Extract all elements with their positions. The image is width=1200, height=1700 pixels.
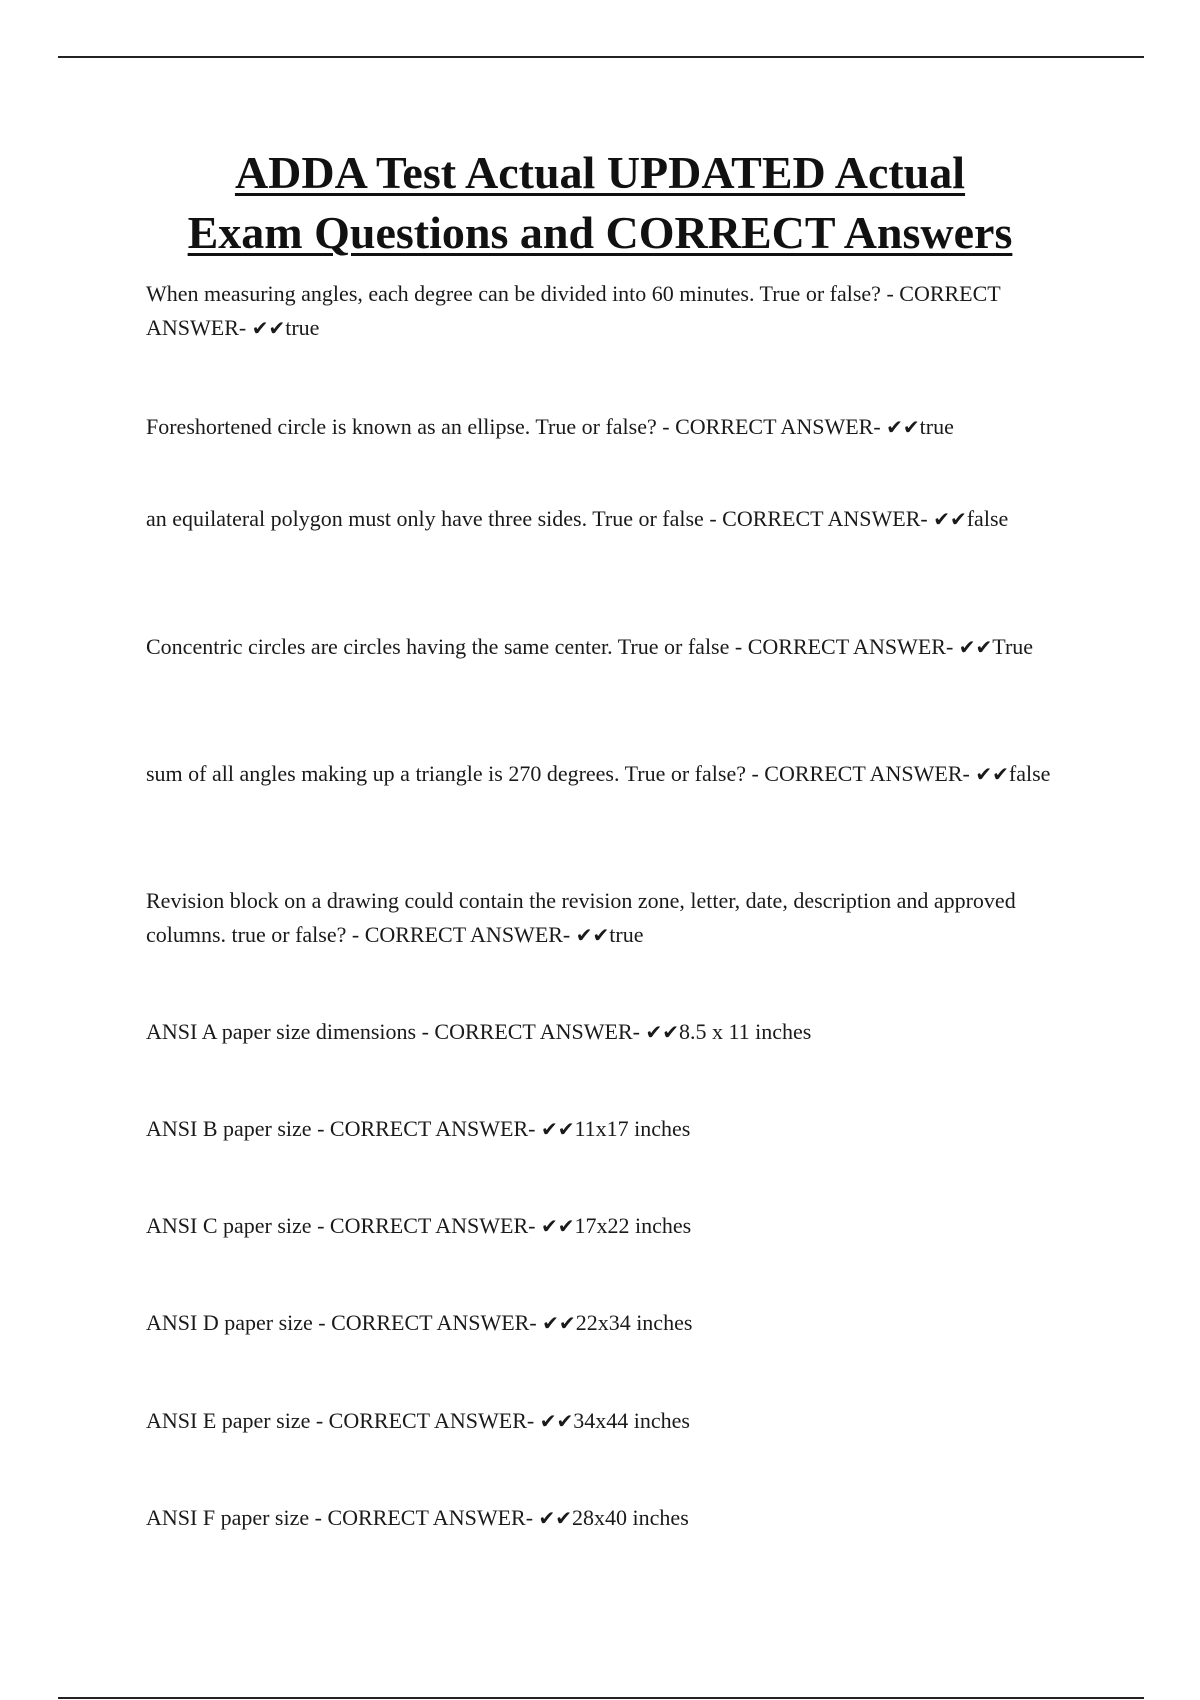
bottom-rule	[58, 1697, 1144, 1699]
check-mark-icon: ✔✔	[540, 1117, 575, 1141]
check-mark-icon: ✔✔	[539, 1409, 574, 1433]
qa-item-9	[146, 1209, 1066, 1243]
answer-text: 28x40 inches	[572, 1505, 689, 1530]
check-mark-icon: ✔✔	[933, 507, 967, 531]
answer-text: false	[1008, 761, 1051, 786]
question-text: Concentric circles are circles having the same center. True or false - CORRECT ANSWER-	[146, 634, 959, 659]
qa-item-7	[146, 1015, 1066, 1049]
question-text: ANSI B paper size - CORRECT ANSWER-	[146, 1116, 541, 1141]
check-mark-icon: ✔✔	[575, 923, 610, 947]
qa-item-6	[146, 884, 1066, 952]
question-text: an equilateral polygon must only have three sides. True or false - CORRECT ANSWER-	[146, 506, 934, 531]
top-rule	[58, 56, 1144, 58]
answer-text: 8.5 x 11 inches	[678, 1019, 812, 1044]
qa-item-11	[146, 1404, 1066, 1438]
question-text: When measuring angles, each degree can be divided into 60 minutes. True or false? - CORRECT ANSWER-	[146, 281, 1001, 340]
check-mark-icon: ✔✔	[542, 1311, 576, 1335]
qa-item-5	[146, 757, 1066, 791]
qa-item-3	[146, 502, 1066, 536]
answer-text: true	[919, 414, 954, 439]
qa-item-4	[146, 630, 1066, 664]
answer-text: 17x22 inches	[574, 1213, 692, 1238]
question-text: ANSI D paper size - CORRECT ANSWER-	[146, 1310, 543, 1335]
check-mark-icon: ✔✔	[645, 1020, 679, 1044]
question-text: ANSI E paper size - CORRECT ANSWER-	[146, 1408, 540, 1433]
answer-text: 11x17 inches	[574, 1116, 691, 1141]
answer-text: True	[992, 634, 1034, 659]
question-text: ANSI C paper size - CORRECT ANSWER-	[146, 1213, 541, 1238]
answer-text: true	[285, 315, 320, 340]
qa-item-1	[146, 277, 1066, 345]
answer-text: 22x34 inches	[575, 1310, 693, 1335]
question-text: Foreshortened circle is known as an ellipse. True or false? - CORRECT ANSWER-	[146, 414, 887, 439]
check-mark-icon: ✔✔	[975, 762, 1009, 786]
check-mark-icon: ✔✔	[538, 1506, 573, 1530]
check-mark-icon: ✔✔	[958, 635, 993, 659]
check-mark-icon: ✔✔	[251, 316, 286, 340]
document-title	[100, 143, 1100, 263]
check-mark-icon: ✔✔	[540, 1214, 575, 1238]
document-title-line-1: ADDA Test Actual UPDATED Actual	[234, 147, 966, 198]
question-text: ANSI F paper size - CORRECT ANSWER-	[146, 1505, 539, 1530]
qa-item-8	[146, 1112, 1066, 1146]
question-text: ANSI A paper size dimensions - CORRECT ANSWER-	[146, 1019, 646, 1044]
check-mark-icon: ✔✔	[886, 415, 920, 439]
question-text: sum of all angles making up a triangle is 270 degrees. True or false? - CORRECT ANSWER-	[146, 761, 976, 786]
qa-item-10	[146, 1306, 1066, 1340]
qa-item-2	[146, 410, 1066, 444]
answer-text: 34x44 inches	[573, 1408, 690, 1433]
qa-item-12	[146, 1501, 1066, 1535]
answer-text: true	[609, 922, 644, 947]
answer-text: false	[966, 506, 1009, 531]
question-text: Revision block on a drawing could contain the revision zone, letter, date, description and approved columns. true or false? - CORRECT ANSWER-	[146, 888, 1016, 947]
document-title-line-2: Exam Questions and CORRECT Answers	[187, 207, 1013, 258]
